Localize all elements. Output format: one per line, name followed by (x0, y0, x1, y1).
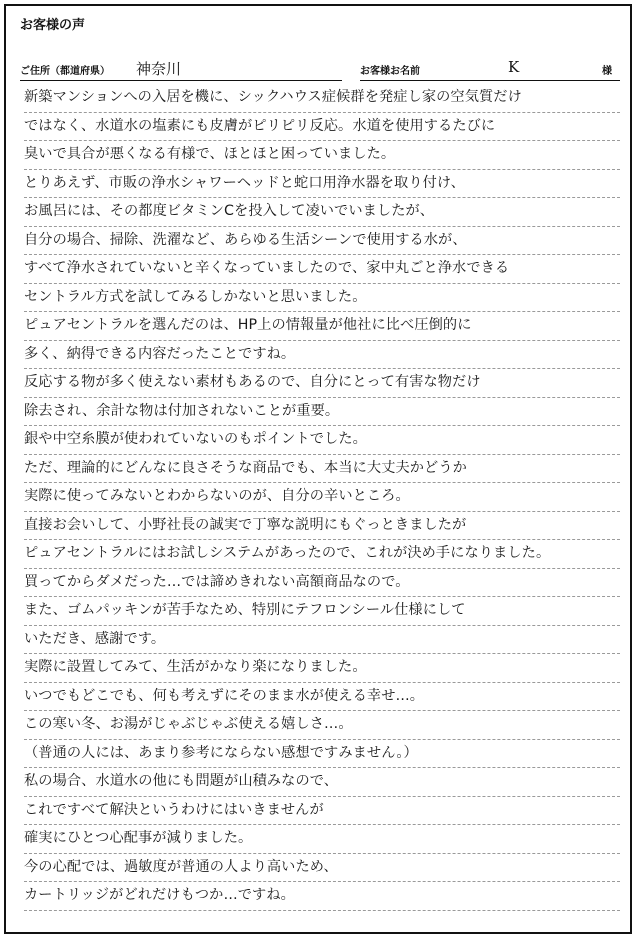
comment-line: 確実にひとつ心配事が減りました。 (24, 825, 620, 854)
comment-line: 臭いで具合が悪くなる有様で、ほとほと困っていました。 (24, 141, 620, 170)
comment-line: 買ってからダメだった…では諦めきれない高額商品なので。 (24, 569, 620, 598)
name-value: K (508, 58, 520, 76)
customer-info-row (6, 58, 630, 80)
name-label: お客様お名前 (360, 66, 420, 77)
comment-line: 新築マンションへの入居を機に、シックハウス症候群を発症し家の空気質だけ (24, 84, 620, 113)
honorific-label: 様 (602, 66, 612, 77)
comment-line: ピュアセントラルを選んだのは、HP上の情報量が他社に比べ圧倒的に (24, 312, 620, 341)
comment-line: とりあえず、市販の浄水シャワーヘッドと蛇口用浄水器を取り付け、 (24, 170, 620, 199)
handwritten-comment (24, 84, 620, 911)
comment-line: 実際に設置してみて、生活がかなり楽になりました。 (24, 654, 620, 683)
comment-line: いただき、感謝です。 (24, 626, 620, 655)
address-value: 神奈川 (136, 60, 182, 78)
comment-line: 除去され、余計な物は付加されないことが重要。 (24, 398, 620, 427)
comment-line: いつでもどこでも、何も考えずにそのまま水が使える幸せ…。 (24, 683, 620, 712)
comment-line: すべて浄水されていないと辛くなっていましたので、家中丸ごと浄水できる (24, 255, 620, 284)
comment-line: 実際に使ってみないとわからないのが、自分の辛いところ。 (24, 483, 620, 512)
comment-line: セントラル方式を試してみるしかないと思いました。 (24, 284, 620, 313)
comment-line: ピュアセントラルにはお試しシステムがあったので、これが決め手になりました。 (24, 540, 620, 569)
comment-line: これですべて解決というわけにはいきませんが (24, 797, 620, 826)
comment-line: 反応する物が多く使えない素材もあるので、自分にとって有害な物だけ (24, 369, 620, 398)
comment-line: 銀や中空糸膜が使われていないのもポイントでした。 (24, 426, 620, 455)
address-label: ご住所（都道府県） (20, 66, 110, 77)
comment-line: お風呂には、その都度ビタミンCを投入して凌いでいましたが、 (24, 198, 620, 227)
address-underline (20, 80, 342, 81)
comment-line: ただ、理論的にどんなに良さそうな商品でも、本当に大丈夫かどうか (24, 455, 620, 484)
comment-line: 私の場合、水道水の他にも問題が山積みなので、 (24, 768, 620, 797)
comment-line: 多く、納得できる内容だったことですね。 (24, 341, 620, 370)
comment-line: 今の心配では、過敏度が普通の人より高いため、 (24, 854, 620, 883)
comment-line: ではなく、水道水の塩素にも皮膚がピリピリ反応。水道を使用するたびに (24, 113, 620, 142)
comment-line: また、ゴムパッキンが苦手なため、特別にテフロンシール仕様にして (24, 597, 620, 626)
comment-line: カートリッジがどれだけもつか…ですね。 (24, 882, 620, 911)
comment-line: （普通の人には、あまり参考にならない感想ですみません。） (24, 740, 620, 769)
sheet-heading: お客様の声 (20, 18, 86, 33)
testimonial-sheet (4, 4, 632, 934)
comment-line: この寒い冬、お湯がじゃぶじゃぶ使える嬉しさ…。 (24, 711, 620, 740)
comment-line: 直接お会いして、小野社長の誠実で丁寧な説明にもぐっときましたが (24, 512, 620, 541)
name-underline (360, 80, 620, 81)
comment-line: 自分の場合、掃除、洗濯など、あらゆる生活シーンで使用する水が、 (24, 227, 620, 256)
